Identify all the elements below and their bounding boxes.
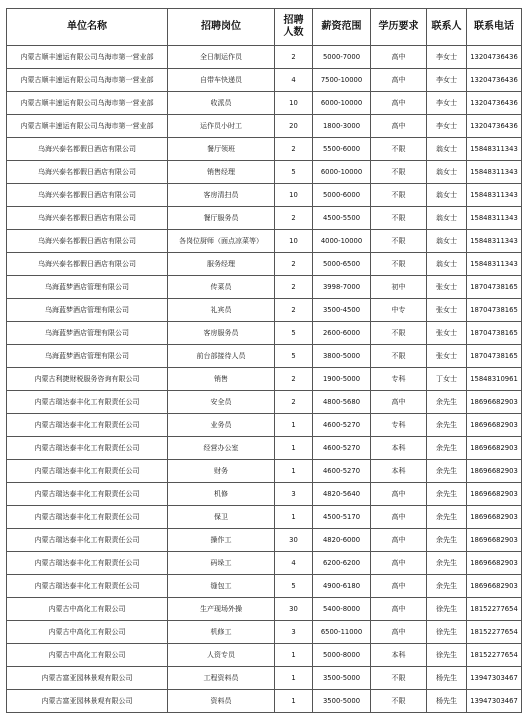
cell-count: 30: [275, 598, 313, 621]
cell-education: 高中: [371, 391, 427, 414]
cell-contact: 杨先生: [427, 667, 467, 690]
cell-phone: 18152277654: [467, 598, 522, 621]
cell-company: 乌海蓝梦酒店管理有限公司: [7, 322, 168, 345]
cell-position: 销售经理: [168, 161, 275, 184]
cell-company: 内蒙古中高化工有限公司: [7, 644, 168, 667]
cell-position: 服务经理: [168, 253, 275, 276]
cell-salary: 1900-5000: [313, 368, 371, 391]
cell-education: 不限: [371, 207, 427, 230]
table-row: [7, 253, 522, 276]
cell-phone: 15848310961: [467, 368, 522, 391]
cell-salary: 3998-7000: [313, 276, 371, 299]
cell-education: 初中: [371, 276, 427, 299]
cell-count: 1: [275, 644, 313, 667]
cell-education: 不限: [371, 667, 427, 690]
cell-position: 运作员小时工: [168, 115, 275, 138]
table-row: [7, 575, 522, 598]
table-row: [7, 46, 522, 69]
cell-contact: 余先生: [427, 414, 467, 437]
cell-count: 1: [275, 690, 313, 713]
cell-contact: 余先生: [427, 460, 467, 483]
cell-contact: 李女士: [427, 115, 467, 138]
header-count: 招聘 人数: [275, 9, 313, 46]
cell-contact: 翁女士: [427, 230, 467, 253]
cell-count: 4: [275, 552, 313, 575]
cell-education: 本科: [371, 460, 427, 483]
cell-phone: 18696682903: [467, 575, 522, 598]
cell-contact: 杨先生: [427, 690, 467, 713]
cell-company: 内蒙古利捷财税服务咨询有限公司: [7, 368, 168, 391]
cell-company: 内蒙古顺丰速运有限公司乌海市第一营业部: [7, 92, 168, 115]
cell-contact: 翁女士: [427, 161, 467, 184]
cell-contact: 张女士: [427, 299, 467, 322]
cell-salary: 4820-6000: [313, 529, 371, 552]
cell-position: 业务员: [168, 414, 275, 437]
cell-education: 本科: [371, 437, 427, 460]
cell-education: 不限: [371, 322, 427, 345]
cell-company: 内蒙古富亚园林景观有限公司: [7, 690, 168, 713]
cell-company: 内蒙古富亚园林景观有限公司: [7, 667, 168, 690]
cell-company: 内蒙古瑞达泰丰化工有限责任公司: [7, 483, 168, 506]
cell-contact: 张女士: [427, 322, 467, 345]
table-row: [7, 391, 522, 414]
cell-phone: 18696682903: [467, 414, 522, 437]
cell-education: 不限: [371, 161, 427, 184]
cell-education: 专科: [371, 414, 427, 437]
cell-position: 自带车快递员: [168, 69, 275, 92]
cell-company: 乌海兴泰名都假日酒店有限公司: [7, 230, 168, 253]
cell-phone: 18704738165: [467, 276, 522, 299]
cell-count: 10: [275, 92, 313, 115]
cell-contact: 翁女士: [427, 138, 467, 161]
cell-company: 内蒙古瑞达泰丰化工有限责任公司: [7, 552, 168, 575]
cell-count: 2: [275, 368, 313, 391]
cell-salary: 3500-4500: [313, 299, 371, 322]
cell-position: 人资专员: [168, 644, 275, 667]
cell-phone: 18704738165: [467, 322, 522, 345]
cell-education: 高中: [371, 575, 427, 598]
cell-contact: 翁女士: [427, 184, 467, 207]
cell-contact: 余先生: [427, 483, 467, 506]
cell-position: 经营办公室: [168, 437, 275, 460]
cell-position: 礼宾员: [168, 299, 275, 322]
cell-position: 保卫: [168, 506, 275, 529]
cell-position: 码垛工: [168, 552, 275, 575]
cell-count: 2: [275, 276, 313, 299]
cell-salary: 4900-6180: [313, 575, 371, 598]
cell-salary: 5000-7000: [313, 46, 371, 69]
cell-count: 5: [275, 161, 313, 184]
cell-count: 2: [275, 207, 313, 230]
cell-count: 1: [275, 506, 313, 529]
table-row: [7, 552, 522, 575]
cell-salary: 4800-5680: [313, 391, 371, 414]
cell-count: 1: [275, 414, 313, 437]
cell-count: 2: [275, 46, 313, 69]
cell-count: 10: [275, 184, 313, 207]
cell-contact: 余先生: [427, 575, 467, 598]
cell-salary: 6000-10000: [313, 161, 371, 184]
cell-position: 收派员: [168, 92, 275, 115]
cell-contact: 徐先生: [427, 598, 467, 621]
cell-phone: 18152277654: [467, 644, 522, 667]
cell-salary: 4500-5170: [313, 506, 371, 529]
header-salary: 薪资范围: [313, 9, 371, 46]
cell-count: 4: [275, 69, 313, 92]
table-row: [7, 184, 522, 207]
table-row: [7, 598, 522, 621]
cell-contact: 余先生: [427, 506, 467, 529]
table-row: [7, 322, 522, 345]
table-row: [7, 437, 522, 460]
cell-count: 5: [275, 322, 313, 345]
cell-phone: 18704738165: [467, 299, 522, 322]
cell-contact: 李女士: [427, 69, 467, 92]
table-row: [7, 621, 522, 644]
cell-phone: 18696682903: [467, 483, 522, 506]
cell-salary: 3800-5000: [313, 345, 371, 368]
table-header-row: [7, 9, 522, 46]
cell-count: 30: [275, 529, 313, 552]
cell-education: 不限: [371, 138, 427, 161]
table-row: [7, 138, 522, 161]
cell-salary: 5000-6000: [313, 184, 371, 207]
cell-contact: 李女士: [427, 92, 467, 115]
cell-salary: 5000-6500: [313, 253, 371, 276]
cell-education: 高中: [371, 92, 427, 115]
cell-position: 财务: [168, 460, 275, 483]
cell-education: 高中: [371, 552, 427, 575]
cell-phone: 18696682903: [467, 460, 522, 483]
cell-company: 内蒙古顺丰速运有限公司乌海市第一营业部: [7, 115, 168, 138]
cell-position: 传菜员: [168, 276, 275, 299]
cell-company: 内蒙古中高化工有限公司: [7, 598, 168, 621]
cell-salary: 4500-5500: [313, 207, 371, 230]
cell-education: 不限: [371, 253, 427, 276]
cell-position: 机修工: [168, 621, 275, 644]
cell-salary: 4820-5640: [313, 483, 371, 506]
cell-education: 高中: [371, 69, 427, 92]
table-row: [7, 483, 522, 506]
cell-phone: 18696682903: [467, 437, 522, 460]
table-row: [7, 690, 522, 713]
cell-company: 乌海兴泰名都假日酒店有限公司: [7, 207, 168, 230]
table-row: [7, 207, 522, 230]
cell-company: 乌海兴泰名都假日酒店有限公司: [7, 138, 168, 161]
cell-contact: 余先生: [427, 529, 467, 552]
cell-company: 内蒙古顺丰速运有限公司乌海市第一营业部: [7, 46, 168, 69]
cell-company: 乌海兴泰名都假日酒店有限公司: [7, 184, 168, 207]
cell-count: 3: [275, 483, 313, 506]
cell-company: 内蒙古瑞达泰丰化工有限责任公司: [7, 391, 168, 414]
cell-position: 餐厅服务员: [168, 207, 275, 230]
cell-phone: 13204736436: [467, 92, 522, 115]
cell-company: 内蒙古瑞达泰丰化工有限责任公司: [7, 506, 168, 529]
cell-salary: 3500-5000: [313, 667, 371, 690]
cell-contact: 徐先生: [427, 644, 467, 667]
cell-education: 高中: [371, 598, 427, 621]
cell-contact: 余先生: [427, 552, 467, 575]
table-row: [7, 414, 522, 437]
cell-contact: 徐先生: [427, 621, 467, 644]
cell-contact: 翁女士: [427, 253, 467, 276]
cell-phone: 15848311343: [467, 230, 522, 253]
header-education: 学历要求: [371, 9, 427, 46]
cell-education: 高中: [371, 483, 427, 506]
cell-count: 2: [275, 391, 313, 414]
cell-company: 内蒙古瑞达泰丰化工有限责任公司: [7, 529, 168, 552]
cell-education: 高中: [371, 621, 427, 644]
cell-company: 乌海兴泰名都假日酒店有限公司: [7, 253, 168, 276]
cell-position: 资料员: [168, 690, 275, 713]
cell-position: 生产现场外操: [168, 598, 275, 621]
cell-contact: 翁女士: [427, 207, 467, 230]
cell-contact: 余先生: [427, 391, 467, 414]
cell-company: 内蒙古中高化工有限公司: [7, 621, 168, 644]
header-phone: 联系电话: [467, 9, 522, 46]
table-row: [7, 506, 522, 529]
cell-salary: 4600-5270: [313, 437, 371, 460]
cell-education: 中专: [371, 299, 427, 322]
cell-position: 全日制运作员: [168, 46, 275, 69]
cell-company: 乌海蓝梦酒店管理有限公司: [7, 276, 168, 299]
cell-education: 本科: [371, 644, 427, 667]
table-row: [7, 345, 522, 368]
cell-position: 安全员: [168, 391, 275, 414]
table-row: [7, 69, 522, 92]
cell-phone: 13204736436: [467, 115, 522, 138]
cell-company: 内蒙古瑞达泰丰化工有限责任公司: [7, 414, 168, 437]
cell-education: 高中: [371, 529, 427, 552]
table-row: [7, 644, 522, 667]
table-row: [7, 161, 522, 184]
cell-position: 客房服务员: [168, 322, 275, 345]
cell-position: 客房清扫员: [168, 184, 275, 207]
cell-education: 不限: [371, 690, 427, 713]
cell-count: 3: [275, 621, 313, 644]
cell-count: 2: [275, 253, 313, 276]
table-body: [7, 46, 522, 713]
cell-company: 内蒙古瑞达泰丰化工有限责任公司: [7, 575, 168, 598]
cell-phone: 15848311343: [467, 253, 522, 276]
cell-count: 5: [275, 575, 313, 598]
cell-education: 高中: [371, 506, 427, 529]
cell-company: 乌海蓝梦酒店管理有限公司: [7, 299, 168, 322]
cell-position: 餐厅领班: [168, 138, 275, 161]
cell-contact: 余先生: [427, 437, 467, 460]
header-position: 招聘岗位: [168, 9, 275, 46]
cell-count: 1: [275, 437, 313, 460]
cell-company: 乌海兴泰名都假日酒店有限公司: [7, 161, 168, 184]
cell-contact: 丁女士: [427, 368, 467, 391]
cell-position: 工程资料员: [168, 667, 275, 690]
cell-education: 专科: [371, 368, 427, 391]
cell-salary: 1800-3000: [313, 115, 371, 138]
cell-company: 内蒙古瑞达泰丰化工有限责任公司: [7, 437, 168, 460]
table-row: [7, 92, 522, 115]
cell-phone: 18152277654: [467, 621, 522, 644]
cell-education: 不限: [371, 230, 427, 253]
cell-count: 20: [275, 115, 313, 138]
cell-salary: 7500-10000: [313, 69, 371, 92]
cell-phone: 15848311343: [467, 184, 522, 207]
cell-contact: 李女士: [427, 46, 467, 69]
cell-position: 各岗位厨师（面点凉菜等）: [168, 230, 275, 253]
cell-count: 5: [275, 345, 313, 368]
cell-phone: 18704738165: [467, 345, 522, 368]
cell-salary: 4000-10000: [313, 230, 371, 253]
cell-salary: 5400-8000: [313, 598, 371, 621]
cell-salary: 4600-5270: [313, 460, 371, 483]
cell-count: 1: [275, 460, 313, 483]
cell-phone: 18696682903: [467, 391, 522, 414]
table-row: [7, 230, 522, 253]
cell-phone: 18696682903: [467, 552, 522, 575]
cell-phone: 13947303467: [467, 667, 522, 690]
table-row: [7, 299, 522, 322]
cell-position: 机修: [168, 483, 275, 506]
cell-salary: 5500-6000: [313, 138, 371, 161]
cell-position: 缝包工: [168, 575, 275, 598]
header-contact: 联系人: [427, 9, 467, 46]
cell-company: 乌海蓝梦酒店管理有限公司: [7, 345, 168, 368]
cell-phone: 13204736436: [467, 69, 522, 92]
cell-salary: 4600-5270: [313, 414, 371, 437]
cell-phone: 15848311343: [467, 207, 522, 230]
cell-phone: 18696682903: [467, 529, 522, 552]
cell-salary: 2600-6000: [313, 322, 371, 345]
table-row: [7, 276, 522, 299]
cell-education: 高中: [371, 46, 427, 69]
cell-position: 操作工: [168, 529, 275, 552]
cell-phone: 18696682903: [467, 506, 522, 529]
cell-position: 销售: [168, 368, 275, 391]
cell-salary: 6000-10000: [313, 92, 371, 115]
cell-phone: 13204736436: [467, 46, 522, 69]
table-row: [7, 667, 522, 690]
cell-company: 内蒙古瑞达泰丰化工有限责任公司: [7, 460, 168, 483]
table-row: [7, 115, 522, 138]
table-row: [7, 460, 522, 483]
cell-contact: 张女士: [427, 345, 467, 368]
recruitment-table: [6, 8, 522, 713]
table-row: [7, 368, 522, 391]
cell-education: 不限: [371, 345, 427, 368]
cell-count: 1: [275, 667, 313, 690]
cell-position: 前台部接待人员: [168, 345, 275, 368]
cell-count: 2: [275, 299, 313, 322]
cell-phone: 13947303467: [467, 690, 522, 713]
header-company: 单位名称: [7, 9, 168, 46]
cell-contact: 张女士: [427, 276, 467, 299]
cell-count: 10: [275, 230, 313, 253]
table-row: [7, 529, 522, 552]
cell-salary: 6500-11000: [313, 621, 371, 644]
cell-education: 高中: [371, 115, 427, 138]
cell-salary: 6200-6200: [313, 552, 371, 575]
cell-education: 不限: [371, 184, 427, 207]
cell-salary: 3500-5000: [313, 690, 371, 713]
cell-salary: 5000-8000: [313, 644, 371, 667]
cell-count: 2: [275, 138, 313, 161]
cell-company: 内蒙古顺丰速运有限公司乌海市第一营业部: [7, 69, 168, 92]
cell-phone: 15848311343: [467, 138, 522, 161]
cell-phone: 15848311343: [467, 161, 522, 184]
